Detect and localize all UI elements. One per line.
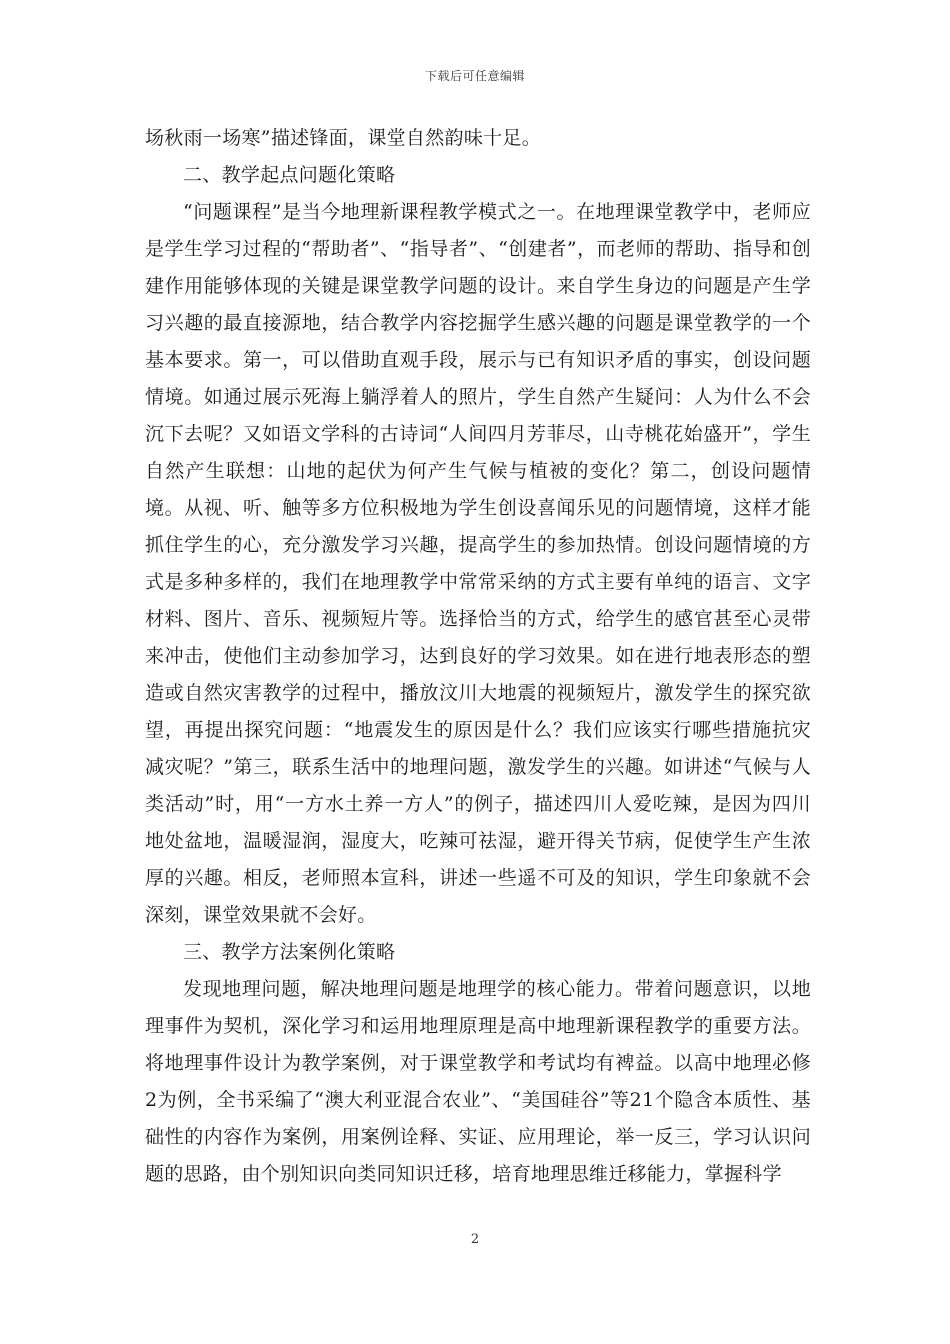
paragraph-continuation: 场秋雨一场寒”描述锋面，课堂自然韵味十足。 xyxy=(145,127,542,149)
section-heading-2: 二、教学起点问题化策略 xyxy=(183,164,396,186)
paragraph-problem-curriculum: “问题课程”是当今地理新课程教学模式之一。在地理课堂教学中，老师应是学生学习过程的“帮助者”、“指导者”、“创建者”，而老师的帮助、指导和创建作用能够体现的关键是课堂教学问题的设计。来自学生身边的问题是产生学习兴趣的最直接源地，结合教学内容挖掘学生感兴趣的问题是课堂教学的一个基本要求。第一，可以借助直观手段，展示与已有知识矛盾的事实，创设问题情境。如通过展示死海上躺浮着人的照片，学生自然产生疑问：人为什么不会沉下去呢？又如语文学科的古诗词“人间四月芳菲尽，山寺桃花始盛开”，学生自然产生联想：山地的起伏为何产生气候与植被的变化？第二，创设问题情境。从视、听、触等多方位积极地为学生创设喜闻乐见的问题情境，这样才能抓住学生的心，充分激发学习兴趣，提高学生的参加热情。创设问题情境的方式是多种多样的，我们在地理教学中常常采纳的方式主要有单纯的语言、文字材料、图片、音乐、视频短片等。选择恰当的方式，给学生的感官甚至心灵带来冲击，使他们主动参加学习，达到良好的学习效果。如在进行地表形态的塑造或自然灾害教学的过程中，播放汶川大地震的视频短片，激发学生的探究欲望，再提出探究问题：“地震发生的原因是什么？我们应该实行哪些措施抗灾减灾呢？”第三，联系生活中的地理问题，激发学生的兴趣。如讲述“气候与人类活动”时，用“一方水土养一方人”的例子，描述四川人爱吃辣，是因为四川地处盆地，温暖湿润，湿度大，吃辣可祛湿，避开得关节病，促使学生产生浓厚的兴趣。相反，老师照本宣科，讲述一些遥不可及的知识，学生印象就不会深刻，课堂效果就不会好。 xyxy=(145,201,811,926)
page-header: 下载后可任意编辑 xyxy=(424,69,525,83)
page-number: 2 xyxy=(470,1232,480,1247)
paragraph-case-method: 发现地理问题，解决地理问题是地理学的核心能力。带着问题意识，以地理事件为契机，深化学习和运用地理原理是高中地理新课程教学的重要方法。将地理事件设计为教学案例，对于课堂教学和考试均有裨益。以高中地理必修2为例，全书采编了“澳大利亚混合农业”、“美国硅谷”等21个隐含本质性、基础性的内容作为案例，用案例诠释、实证、应用理论，举一反三，学习认识问题的思路，由个别知识向类同知识迁移，培育地理思维迁移能力，掌握科学 xyxy=(145,978,811,1185)
section-heading-3: 三、教学方法案例化策略 xyxy=(183,941,396,963)
body-content xyxy=(145,120,811,1193)
